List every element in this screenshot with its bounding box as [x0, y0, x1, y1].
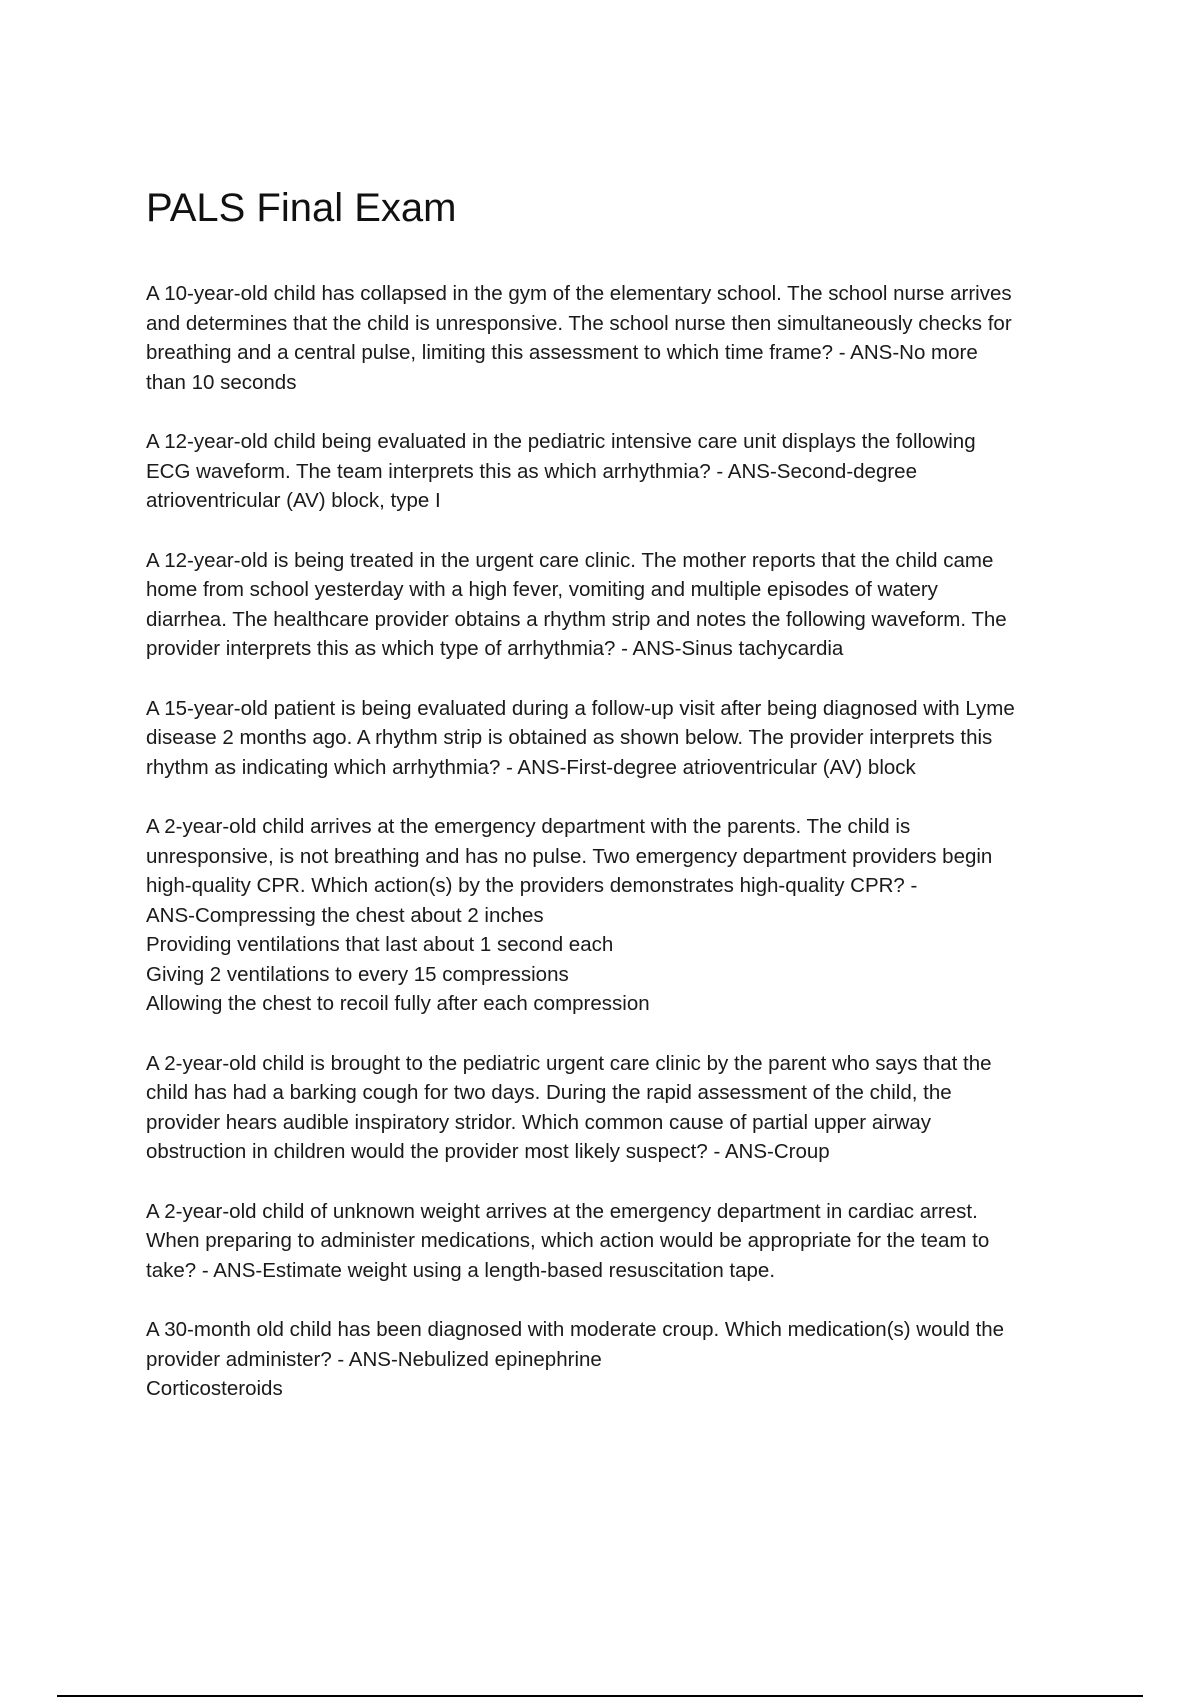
qa-line: breathing and a central pulse, limiting this assessment to which time frame? - ANS-No more [146, 341, 978, 364]
qa-item [146, 1197, 1096, 1286]
qa-item [146, 1049, 1096, 1167]
qa-item [146, 694, 1096, 783]
qa-line: When preparing to administer medications, which action would be appropriate for the team to [146, 1229, 990, 1252]
qa-line: A 2-year-old child is brought to the pediatric urgent care clinic by the parent who says that the [146, 1051, 992, 1075]
qa-line: Providing ventilations that last about 1 second each [146, 933, 614, 956]
qa-item [146, 1315, 1096, 1404]
qa-line: and determines that the child is unresponsive. The school nurse then simultaneously checks for [146, 311, 1012, 335]
qa-line: ANS-Compressing the chest about 2 inches [146, 903, 544, 927]
qa-item [146, 427, 1096, 516]
qa-line: atrioventricular (AV) block, type I [146, 489, 441, 512]
qa-list [146, 279, 1096, 1434]
qa-line: provider administer? - ANS-Nebulized epinephrine [146, 1347, 602, 1371]
qa-item [146, 546, 1096, 664]
qa-line: A 2-year-old child of unknown weight arrives at the emergency department in cardiac arrest. [146, 1199, 978, 1223]
qa-line: disease 2 months ago. A rhythm strip is obtained as shown below. The provider interprets this [146, 726, 993, 749]
qa-line: high-quality CPR. Which action(s) by the providers demonstrates high-quality CPR? - [146, 874, 918, 897]
footer-divider [57, 1695, 1143, 1697]
qa-line: A 15-year-old patient is being evaluated during a follow-up visit after being diagnosed with Lyme [146, 696, 1015, 720]
qa-line: A 12-year-old child being evaluated in the pediatric intensive care unit displays the following [146, 430, 976, 453]
qa-line: child has had a barking cough for two days. During the rapid assessment of the child, the [146, 1081, 952, 1104]
qa-line: A 10-year-old child has collapsed in the gym of the elementary school. The school nurse arrives [146, 282, 1012, 305]
qa-line: Allowing the chest to recoil fully after each compression [146, 992, 650, 1015]
qa-line: take? - ANS-Estimate weight using a length-based resuscitation tape. [146, 1258, 776, 1282]
qa-item [146, 812, 1096, 1019]
qa-line: A 2-year-old child arrives at the emergency department with the parents. The child is [146, 815, 911, 838]
qa-line: A 30-month old child has been diagnosed with moderate croup. Which medication(s) would the [146, 1318, 1005, 1341]
qa-line: A 12-year-old is being treated in the urgent care clinic. The mother reports that the child came [146, 548, 994, 572]
qa-item [146, 279, 1096, 397]
qa-line: Giving 2 ventilations to every 15 compressions [146, 962, 569, 986]
qa-line: diarrhea. The healthcare provider obtains a rhythm strip and notes the following waveform. The [146, 607, 1007, 631]
qa-line: provider hears audible inspiratory stridor. Which common cause of partial upper airway [146, 1110, 932, 1134]
qa-line: unresponsive, is not breathing and has no pulse. Two emergency department providers begin [146, 844, 993, 868]
qa-line: provider interprets this as which type of arrhythmia? - ANS-Sinus tachycardia [146, 637, 844, 660]
page-title: PALS Final Exam [146, 186, 457, 230]
qa-line: obstruction in children would the provider most likely suspect? - ANS-Croup [146, 1140, 830, 1163]
qa-line: Corticosteroids [146, 1377, 283, 1400]
qa-line: home from school yesterday with a high fever, vomiting and multiple episodes of watery [146, 578, 938, 601]
qa-line: rhythm as indicating which arrhythmia? - ANS-First-degree atrioventricular (AV) block [146, 755, 916, 779]
qa-line: ECG waveform. The team interprets this as which arrhythmia? - ANS-Second-degree [146, 459, 917, 483]
qa-line: than 10 seconds [146, 370, 297, 394]
